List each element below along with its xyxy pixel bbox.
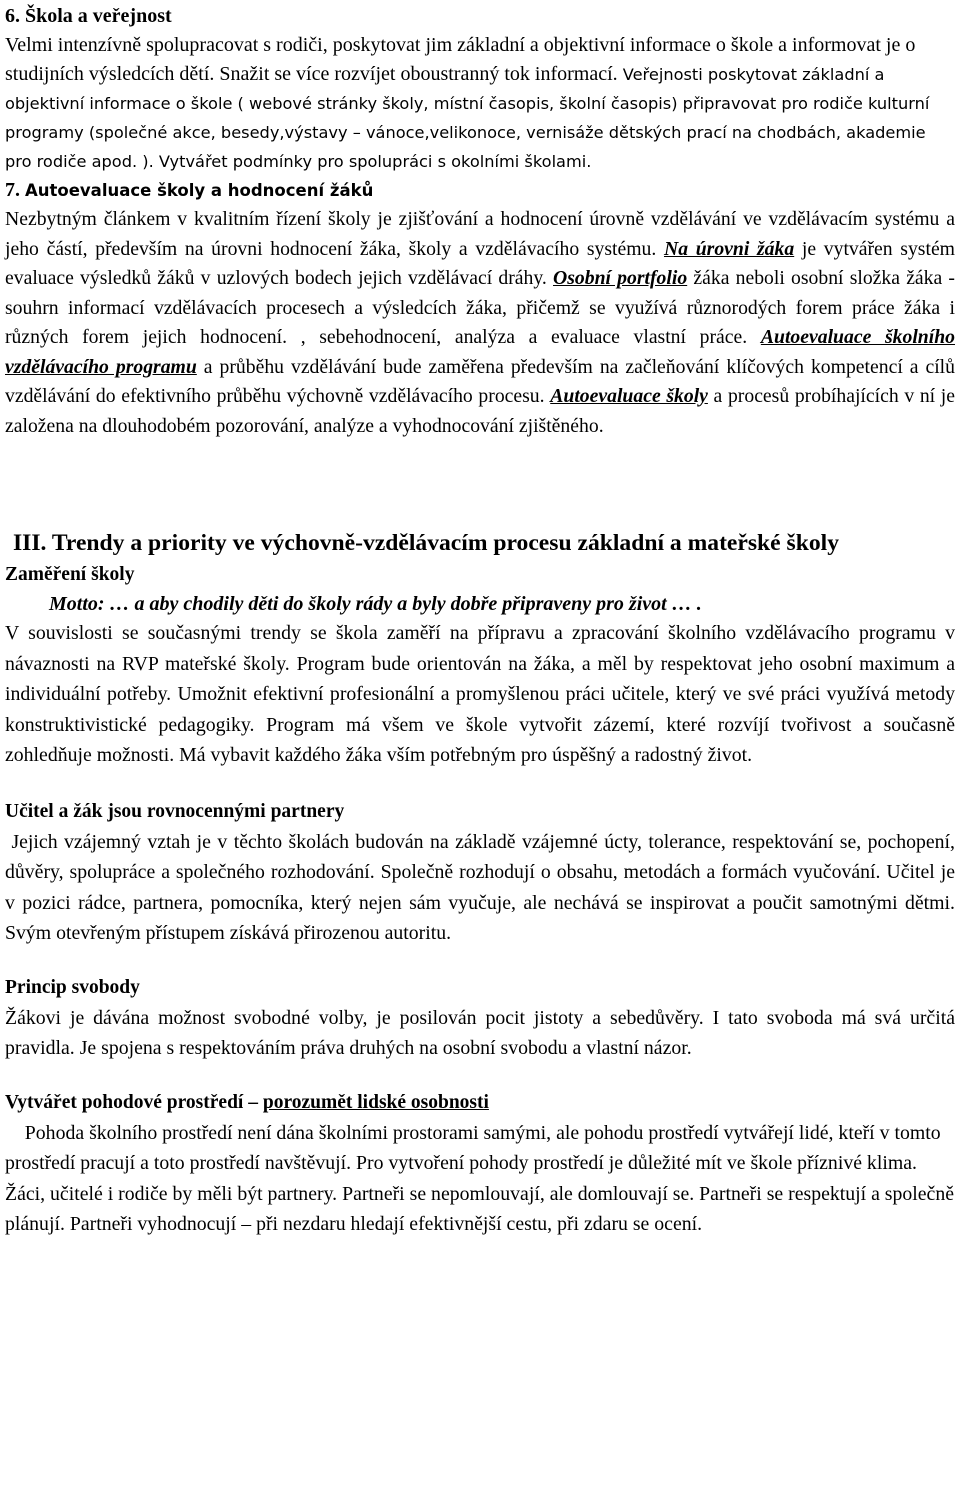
freedom-heading: Princip svobody bbox=[5, 976, 140, 998]
section-7-emphasis-school-evaluation: Autoevaluace školy bbox=[550, 385, 708, 407]
section-iii-title: Trendy a priority ve výchovně-vzdělávacím procesu základní a mateřské školy bbox=[46, 530, 839, 556]
document-page bbox=[5, 2, 960, 1240]
partners-heading: Učitel a žák jsou rovnocennými partnery bbox=[5, 800, 345, 822]
section-6-text-b: Veřejnosti poskytovat základní a objektivní informace o škole ( webové stránky školy, místní časopis, školní časopis) připravovat pro rodiče kulturní programy (společné akce, besedy,výstavy – vánoce,velikonoce, vernisáže dětských prací na chodbách, akademie pro rodiče apod. ). Vytvářet podmínky pro spolupráci s okolními školami. bbox=[5, 65, 930, 171]
section-7-text-3: je vytvářen systém evaluace výsledků žáků v uzlových bodech jejich vzdělávací dráhy. bbox=[5, 237, 955, 289]
environment-paragraph: Pohoda školního prostředí není dána školními prostorami samými, ale pohodu prostředí vytvářejí lidé, kteří v tomto prostředí pracují a toto prostředí navštěvují. Pro vytvoření pohody prostředí je důležité mít ve škole příznivé klima. Žáci, učitelé i rodiče by měli být partnery. Partneři se nepomlouvají, ale domlouvají se. Partneři se respektují a společně plánují. Partneři vyhodnocují – při nezdaru hledají efektivnější cestu, při zdaru se ocení. bbox=[5, 1121, 959, 1235]
motto: Motto: … a aby chodily děti do školy rády a byly dobře připraveny pro život … . bbox=[49, 593, 702, 615]
section-6-paragraph bbox=[5, 31, 955, 176]
section-7-text-5: žáka neboli osobní složka žáka - souhrn informací vzdělávacích procesech a výsledcích žáka, přičemž se využívá různorodých forem práce žáka i různých forem jejich hodnocení. , sebehodnocení, analýza a evaluace vlastní práce. bbox=[5, 267, 955, 348]
section-7-paragraph bbox=[5, 205, 955, 441]
partners-paragraph: Jejich vzájemný vztah je v těchto školách budován na základě vzájemné úcty, tolerance, respektování se, pochopení, důvěry, spolupráce a společného rozhodování. Společně rozhodují o obsahu, metodách a formách vyučování. Učitel je v pozici rádce, partnera, pomocníka, který nejen sám vyučuje, ale nechává se inspirovat a poučit samotnými dětmi. Svým otevřeným přístupem získává přirozenou autoritu. bbox=[5, 830, 960, 944]
section-7-emphasis-pupil-level: Na úrovni žáka bbox=[663, 237, 795, 260]
environment-heading bbox=[5, 1088, 955, 1118]
school-focus-heading: Zaměření školy bbox=[5, 564, 135, 585]
section-7-emphasis-program-evaluation: Autoevaluace školního vzdělávacího programu bbox=[5, 326, 955, 378]
environment-title-b: porozumět lidské osobnosti bbox=[262, 1091, 489, 1113]
section-7-text-1: Nezbytným článkem v kvalitním řízení školy je zjišťování a hodnocení úrovně vzdělávání ve vzdělávacím systému a jeho částí, především na úrovni hodnocení žáka, školy a vzdělávacího systému. bbox=[5, 208, 955, 260]
section-7-title: Autoevaluace školy a hodnocení žáků bbox=[25, 181, 374, 200]
section-iii-heading bbox=[5, 527, 955, 560]
section-7-text-9: a procesů probíhajících v ní je založena na dlouhodobém pozorování, analýze a vyhodnocování zjištěného. bbox=[5, 385, 956, 437]
environment-title-a: Vytvářet pohodové prostředí – bbox=[5, 1091, 263, 1113]
freedom-paragraph: Žákovi je dávána možnost svobodné volby, je posilován pocit jistoty a sebedůvěry. I tato svoboda má svá určitá pravidla. Je spojena s respektováním práva druhých na osobní svobodu a vlastní názor. bbox=[5, 1006, 955, 1059]
section-6-text-a: Velmi intenzívně spolupracovat s rodiči, poskytovat jim základní a objektivní informace o škole a informovat je o studijních výsledcích dětí. Snažit se více rozvíjet oboustranný tok informací. bbox=[5, 34, 916, 85]
section-7-emphasis-portfolio: Osobní portfolio bbox=[553, 267, 688, 289]
section-7-text-7: a průběhu vzdělávání bude zaměřena především na začleňování klíčových kompetencí a cílů vzdělávání do efektivního průběhu výchovně vzdělávacího procesu. bbox=[5, 355, 955, 407]
section-6-heading: 6. Škola a veřejnost bbox=[5, 5, 172, 27]
section-7-number: 7. bbox=[5, 179, 25, 201]
section-7-heading bbox=[5, 176, 955, 205]
section-iii-roman: III. bbox=[13, 530, 47, 556]
school-focus-paragraph: V souvislosti se současnými trendy se škola zaměří na přípravu a zpracování školního vzdělávacího programu v návaznosti na RVP mateřské školy. Program bude orientován na žáka, a měl by respektovat jeho osobní maximum a individuální potřeby. Umožnit efektivní profesionální a promyšlenou práci učitele, který ve své práci využívá metody konstruktivistické pedagogiky. Program má všem ve škole vytvořit zázemí, které rozvíjí tvořivost a současně zohledňuje možnosti. Má vybavit každého žáka vším potřebným pro úspěšný a radostný život. bbox=[5, 622, 955, 766]
